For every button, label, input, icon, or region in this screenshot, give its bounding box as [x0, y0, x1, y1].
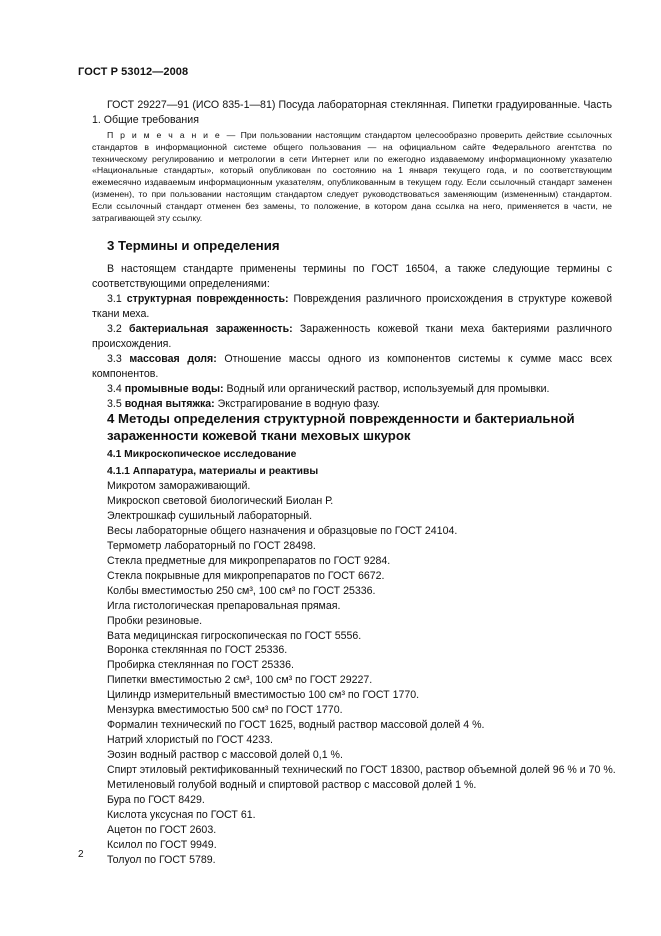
section-3-title: 3 Термины и определения	[107, 238, 280, 253]
list-item: Толуол по ГОСТ 5789.	[107, 853, 216, 866]
note-text: При пользовании настоящим стандартом целесообразно проверить действие ссылочных стандартов в информационной системе общего пользования — на официальном сайте Федерального агентства по техническому регулированию и метрологии в сети Интернет или по ежегодно издаваемому информационному указателю «Национальные стандарты», который опубликован по состоянию на 1 января текущего года, и по соответствующим ежемесячно издаваемым информационным указателям, опубликованным в текущем году. Если ссылочный стандарт заменен (изменен), то при пользовании настоящим стандартом следует руководствоваться заменяющим (измененным) стандартом. Если ссылочный стандарт отменен без замены, то положение, в котором дана ссылка на него, применяется в части, не затрагивающей эту ссылку.	[92, 130, 612, 223]
list-item: Метиленовый голубой водный и спиртовой раствор с массовой долей 1 %.	[107, 779, 477, 792]
note-label: П р и м е ч а н и е —	[107, 130, 237, 140]
list-item: Вата медицинская гигроскопическая по ГОСТ 5556.	[107, 629, 362, 642]
list-item: Стекла предметные для микропрепаратов по ГОСТ 9284.	[107, 554, 391, 567]
term-3-5: 3.5 водная вытяжка: Экстрагирование в водную фазу.	[107, 398, 380, 410]
list-item: Натрий хлористый по ГОСТ 4233.	[107, 734, 273, 747]
term-3-3: 3.3 массовая доля: Отношение массы одного из компонентов системы к сумме масс всех компонентов.	[92, 353, 612, 381]
term-3-1: 3.1 структурная поврежденность: Повреждения различного происхождения в структуре кожевой ткани меха.	[92, 293, 612, 321]
term-3-2: 3.2 бактериальная зараженность: Зараженность кожевой ткани меха бактериями различного происхождения.	[92, 323, 612, 351]
list-item: Формалин технический по ГОСТ 1625, водный раствор массовой долей 4 %.	[107, 719, 485, 732]
list-item: Электрошкаф сушильный лабораторный.	[107, 509, 313, 522]
list-item: Ацетон по ГОСТ 2603.	[107, 823, 217, 836]
section-4-title: 4 Методы определения структурной поврежденности и бактериальной зараженности кожевой ткани меховых шкурок	[107, 411, 575, 443]
list-item: Воронка стеклянная по ГОСТ 25336.	[107, 644, 288, 657]
page-number: 2	[78, 849, 84, 860]
list-item: Мензурка вместимостью 500 см³ по ГОСТ 1770.	[107, 704, 343, 717]
equipment-list	[107, 479, 617, 868]
list-item: Термометр лабораторный по ГОСТ 28498.	[107, 539, 316, 552]
list-item: Пипетки вместимостью 2 см³, 100 см³ по ГОСТ 29227.	[107, 674, 373, 687]
document-header: ГОСТ Р 53012—2008	[78, 66, 189, 78]
list-item: Спирт этиловый ректификованный технический по ГОСТ 18300, раствор объемной долей 96 % и 70 %.	[107, 764, 616, 777]
list-item: Весы лабораторные общего назначения и образцовые по ГОСТ 24104.	[107, 524, 458, 537]
term-3-4: 3.4 промывные воды: Водный или органический раствор, используемый для промывки.	[107, 383, 550, 395]
list-item: Цилиндр измерительный вместимостью 100 см³ по ГОСТ 1770.	[107, 689, 420, 702]
list-item: Микротом замораживающий.	[107, 480, 251, 492]
list-item: Эозин водный раствор с массовой долей 0,1 %.	[107, 749, 343, 762]
list-item: Стекла покрывные для микропрепаратов по ГОСТ 6672.	[107, 569, 385, 582]
list-item: Пробки резиновые.	[107, 614, 203, 627]
list-item: Бура по ГОСТ 8429.	[107, 794, 205, 807]
list-item: Ксилол по ГОСТ 9949.	[107, 838, 217, 851]
note-block	[92, 130, 612, 224]
list-item: Колбы вместимостью 250 см³, 100 см³ по ГОСТ 25336.	[107, 584, 376, 597]
section-3-intro: В настоящем стандарте применены термины по ГОСТ 16504, а также следующие термины с соответствующими определениями:	[92, 263, 612, 291]
list-item: Микроскоп световой биологический Биолан Р.	[107, 494, 334, 507]
subsection-4-1-title: 4.1 Микроскопическое исследование	[107, 449, 297, 460]
list-item: Пробирка стеклянная по ГОСТ 25336.	[107, 659, 294, 672]
reference-standard: ГОСТ 29227—91 (ИСО 835-1—81) Посуда лабораторная стеклянная. Пипетки градуированные. Часть 1. Общие требования	[92, 99, 612, 127]
subsection-4-1-1-title: 4.1.1 Аппаратура, материалы и реактивы	[107, 466, 319, 477]
list-item: Кислота уксусная по ГОСТ 61.	[107, 808, 256, 821]
list-item: Игла гистологическая препаровальная прямая.	[107, 599, 341, 612]
